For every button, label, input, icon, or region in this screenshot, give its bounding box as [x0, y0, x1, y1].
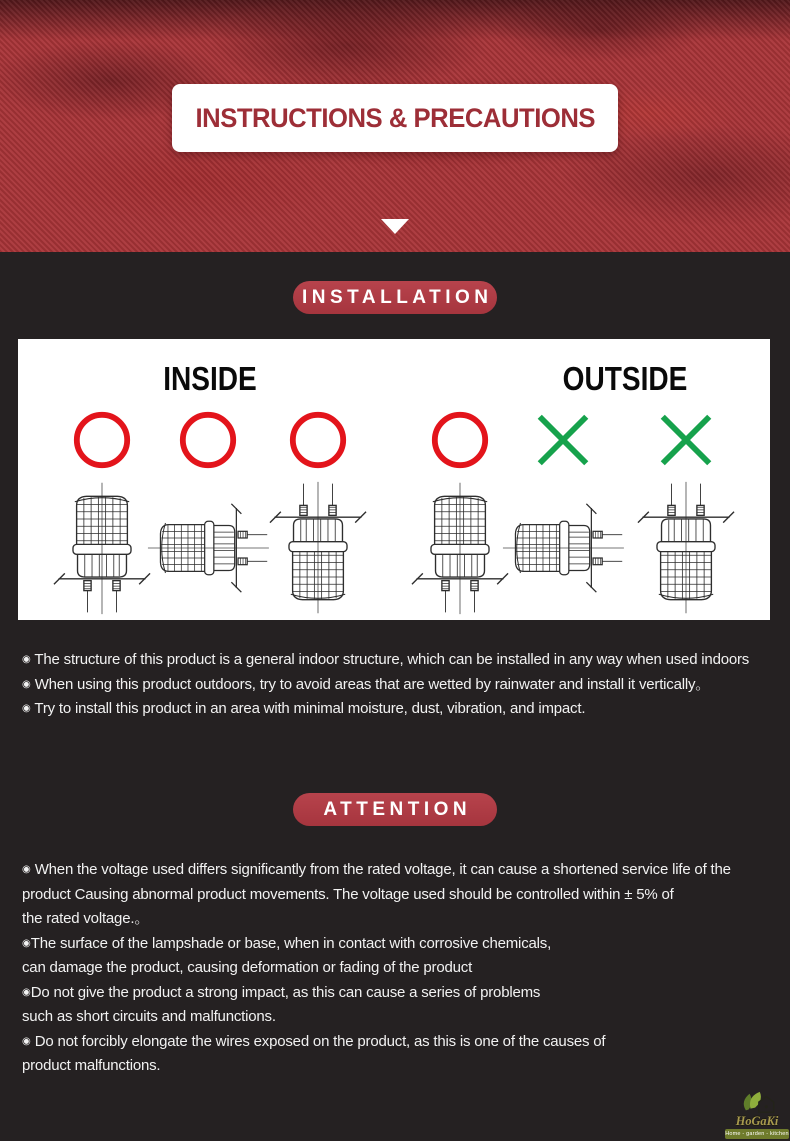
- note-line: [22, 648, 782, 673]
- note-line: [22, 1030, 782, 1055]
- wrong-cross-icon: [532, 409, 594, 471]
- header-banner: [0, 0, 790, 252]
- note-text: product Causing abnormal product movements. The voltage used should be controlled within ± 5% of: [22, 885, 674, 903]
- ok-circle-icon: [287, 409, 349, 471]
- attention-notes: [22, 858, 782, 1079]
- note-line: [22, 1005, 782, 1030]
- note-line: [22, 858, 782, 883]
- outside-label: OUTSIDE: [562, 360, 688, 397]
- title-card: [172, 84, 618, 152]
- note-text: When using this product outdoors, try to avoid areas that are wetted by rainwater and install it vertically。: [30, 675, 711, 693]
- bullet-icon: ◉: [22, 654, 31, 665]
- note-line: [22, 907, 782, 932]
- note-text: Do not give the product a strong impact, as this can cause a series of problems: [30, 983, 541, 1001]
- bullet-icon: ◉: [22, 703, 31, 714]
- bullet-icon: ◉: [22, 937, 31, 949]
- beacon-upright-drawing: [404, 479, 516, 617]
- note-line: [22, 981, 782, 1006]
- note-line: [22, 673, 782, 698]
- note-text: The structure of this product is a general indoor structure, which can be installed in any way when used indoors: [30, 651, 750, 668]
- brand-logo: [725, 1090, 789, 1139]
- note-line: [22, 697, 782, 722]
- note-line: [22, 883, 782, 908]
- installation-badge-label: INSTALLATION: [302, 286, 493, 308]
- note-text: When the voltage used differs significantly from the rated voltage, it can cause a shortened service life of the: [30, 861, 731, 878]
- note-text: the rated voltage.。: [22, 910, 150, 927]
- note-text: such as short circuits and malfunctions.: [22, 1008, 276, 1025]
- note-line: [22, 932, 782, 957]
- bullet-icon: ◉: [22, 678, 31, 690]
- installation-diagram: [18, 339, 770, 620]
- brand-name: HoGaKi: [735, 1113, 779, 1128]
- wrong-cross-icon: [655, 409, 717, 471]
- brand-tagline: Home - garden - kitchen: [725, 1131, 789, 1137]
- note-text: product malfunctions.: [22, 1057, 161, 1074]
- note-text: Do not forcibly elongate the wires exposed on the product, as this is one of the causes of: [30, 1032, 606, 1050]
- beacon-sideways-drawing: [507, 479, 619, 617]
- ok-circle-icon: [71, 409, 133, 471]
- bullet-icon: ◉: [22, 864, 31, 875]
- attention-badge-label: ATTENTION: [323, 798, 472, 820]
- beacon-upside-down-drawing: [630, 479, 742, 617]
- note-text: Try to install this product in an area with minimal moisture, dust, vibration, and impact.: [30, 700, 586, 717]
- installation-notes: [22, 648, 782, 722]
- down-arrow-icon: [381, 219, 409, 234]
- inside-label: INSIDE: [163, 360, 257, 397]
- note-text: can damage the product, causing deformation or fading of the product: [22, 959, 473, 976]
- page-title: INSTRUCTIONS & PRECAUTIONS: [195, 102, 595, 133]
- bullet-icon: ◉: [22, 1035, 31, 1047]
- ok-circle-icon: [429, 409, 491, 471]
- beacon-upside-down-drawing: [262, 479, 374, 617]
- note-line: [22, 1054, 782, 1079]
- bullet-icon: ◉: [22, 986, 31, 998]
- note-line: [22, 956, 782, 981]
- ok-circle-icon: [177, 409, 239, 471]
- attention-badge: [293, 793, 497, 826]
- beacon-sideways-drawing: [152, 479, 264, 617]
- note-text: The surface of the lampshade or base, when in contact with corrosive chemicals,: [30, 934, 552, 952]
- installation-badge: [293, 281, 497, 314]
- beacon-upright-drawing: [46, 479, 158, 617]
